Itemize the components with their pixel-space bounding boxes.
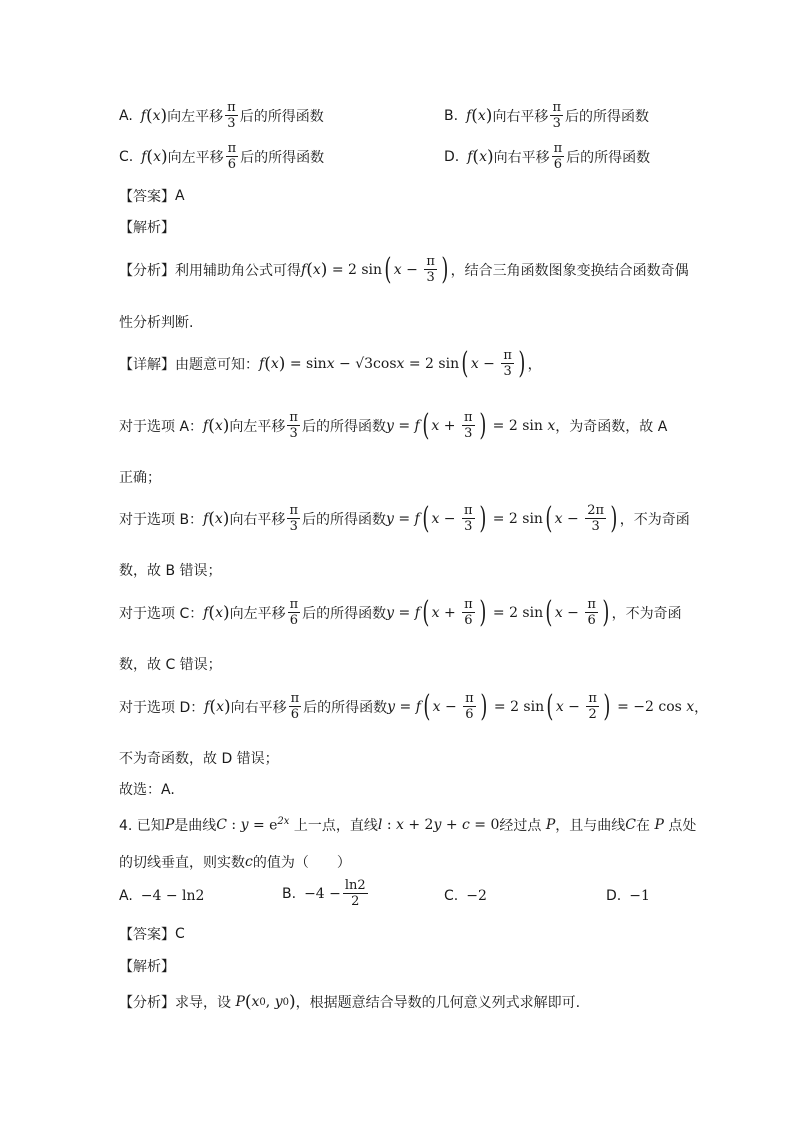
fenxi-line: 【分析】 利用辅助角公式可得 f ( x ) = 2 sin ( x − $\frac{\pi}{3}$ ) ，结合三角函数图象变换结合函数奇偶 [119,251,689,287]
choose-line: 故选：A. [119,782,175,798]
fraction: $\frac{\pi}{6}$ [553,141,563,172]
analysis-heading: 【解析】 [119,220,175,236]
answer-line: 【答案】 A [119,188,185,205]
fenxi-cont: 性分析判断. [119,315,194,331]
fenxi-line-2: 【分析】 求导，设 P ( x 0 , y 0 ) ，根据题意结合导数的几何意义列式求解即可. [119,992,581,1012]
detail-line: 【详解】 由题意可知： f ( x ) = sin x − √3cos x = 2 sin ( x − $\frac{\pi}{3}$ ) ， [119,345,542,381]
option-a-cont: 正确； [119,470,161,486]
option-d-analysis: 对于选项 D： f ( x ) 向右平移 $\frac{\pi}{6}$ 后的所得函数 y = f ( x − $\frac{\pi}{6}$ ) = 2 sin ( x − $\frac{\pi}{2}$ ) = −2 cos x ， [119,688,709,724]
q4-option-b: B. −4 − $\frac{\ln 2}{2}$ [282,878,366,909]
option-d: D. f ( x ) 向右平移 $\frac{\pi}{6}$ 后的所得函数 [444,141,651,172]
fraction: $\frac{\pi}{3}$ [227,100,236,131]
fraction: $\frac{\pi}{3}$ [552,100,561,131]
q4-option-a: A. −4 − ln2 [119,888,205,904]
option-c-cont: 数，故 C 错误； [119,657,222,673]
option-c-analysis: 对于选项 C： f ( x ) 向左平移 $\frac{\pi}{6}$ 后的所得函数 y = f ( x + $\frac{\pi}{6}$ ) = 2 sin ( x − $\frac{\pi}{6}$ ) ，不为奇函 [119,594,682,630]
option-b-analysis: 对于选项 B： f ( x ) 向右平移 $\frac{\pi}{3}$ 后的所得函数 y = f ( x − $\frac{\pi}{3}$ ) = 2 sin ( x − $\frac{2\pi}{3}$ ) ，不为奇函 [119,500,690,536]
fraction: $\frac{\pi}{6}$ [227,141,237,172]
option-b-cont: 数，故 B 错误； [119,563,222,579]
question-4-line2: 的切线垂直，则实数 c 的值为（ ） [119,854,351,871]
question-4-line1: 4. 已知 P 是曲线 C : y = $e^{2x}$ 上一点，直线 l : x + 2 y + c = 0 经过点 P ，且与曲线 C 在 P 点处 [119,816,697,834]
option-d-cont: 不为奇函数，故 D 错误； [119,751,279,767]
answer-line-2: 【答案】 C [119,926,185,943]
q4-option-c: C. −2 [444,888,487,904]
option-b: B. f ( x ) 向右平移 $\frac{\pi}{3}$ 后的所得函数 [444,100,649,131]
option-a: A. f ( x ) 向左平移 $\frac{\pi}{3}$ 后的所得函数 [119,100,324,131]
q4-option-d: D. −1 [606,888,650,904]
analysis-heading-2: 【解析】 [119,959,175,975]
option-label: A. [119,107,133,124]
option-c: C. f ( x ) 向左平移 $\frac{\pi}{6}$ 后的所得函数 [119,141,325,172]
option-a-analysis: 对于选项 A： f ( x ) 向左平移 $\frac{\pi}{3}$ 后的所得函数 y = f ( x + $\frac{\pi}{3}$ ) = 2 sin x ，为奇函数，故 A [119,407,668,443]
